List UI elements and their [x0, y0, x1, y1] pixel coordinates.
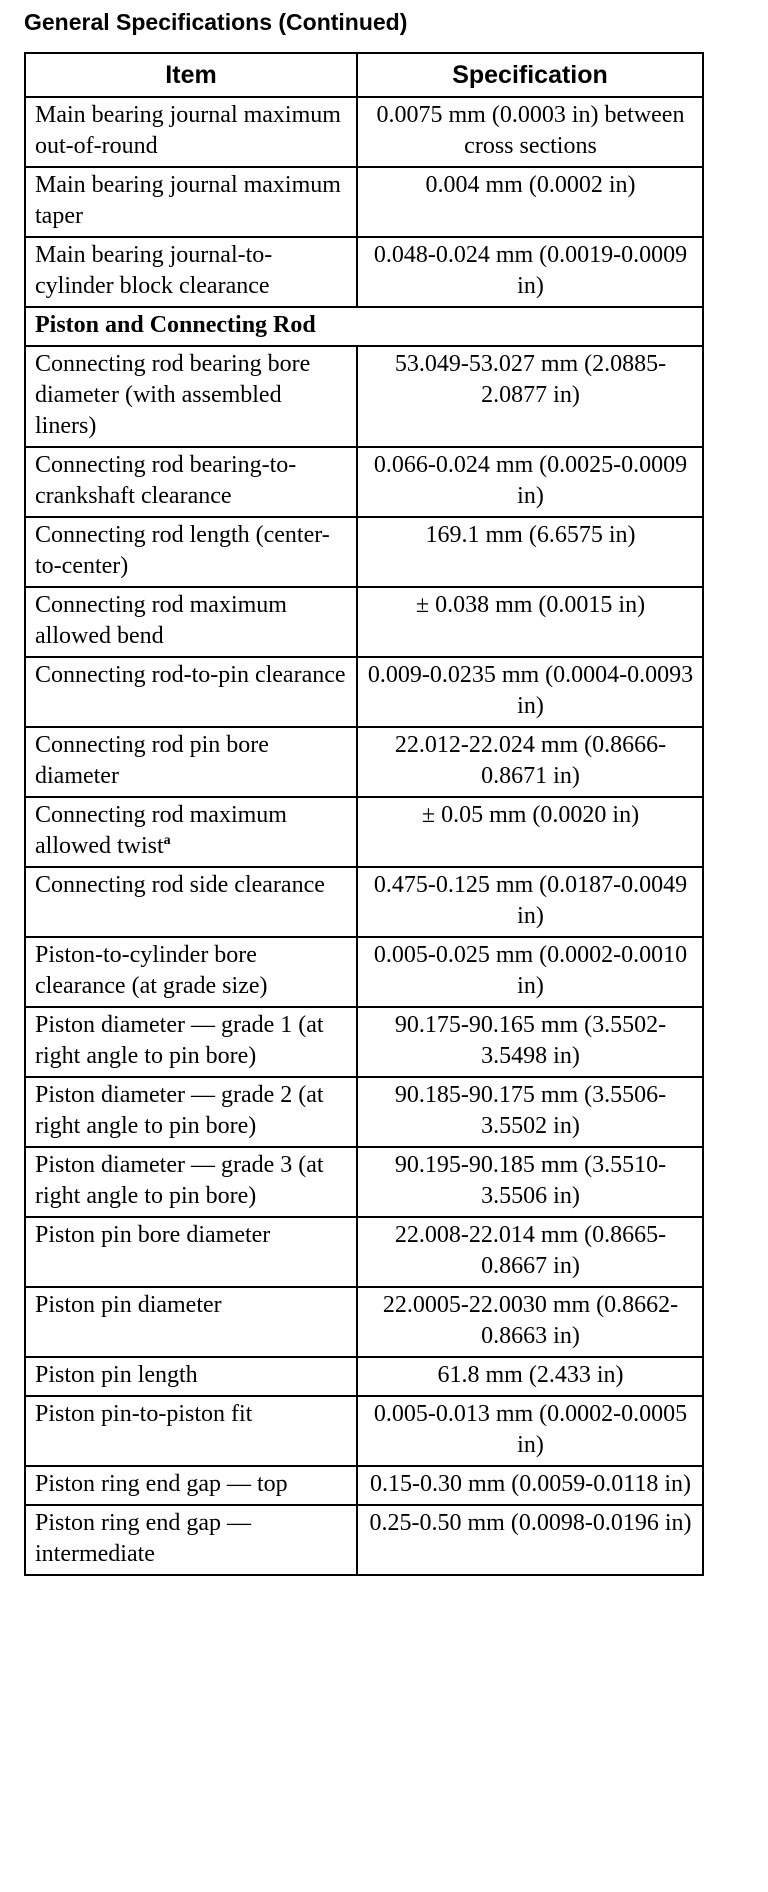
table-row [25, 447, 703, 517]
table-body [25, 97, 703, 1575]
specification-cell: 90.195-90.185 mm (3.5510-3.5506 in) [357, 1147, 703, 1217]
item-text: Piston diameter — grade 3 (at right angle to pin bore) [35, 1152, 324, 1209]
item-cell [25, 657, 357, 727]
specification-cell: ± 0.05 mm (0.0020 in) [357, 797, 703, 867]
specification-cell: 0.005-0.025 mm (0.0002-0.0010 in) [357, 937, 703, 1007]
specification-cell: ± 0.038 mm (0.0015 in) [357, 587, 703, 657]
item-cell [25, 1505, 357, 1575]
item-text: Main bearing journal maximum taper [35, 172, 341, 229]
table-row [25, 657, 703, 727]
specification-cell: 53.049-53.027 mm (2.0885-2.0877 in) [357, 346, 703, 447]
item-cell [25, 1287, 357, 1357]
specification-cell: 22.0005-22.0030 mm (0.8662-0.8663 in) [357, 1287, 703, 1357]
table-row [25, 797, 703, 867]
table-row [25, 1466, 703, 1505]
table-row [25, 237, 703, 307]
table-row [25, 1077, 703, 1147]
item-text: Piston-to-cylinder bore clearance (at grade size) [35, 942, 268, 999]
item-cell [25, 727, 357, 797]
table-row [25, 1007, 703, 1077]
section-header-row [25, 307, 703, 346]
table-row [25, 867, 703, 937]
item-text: Piston diameter — grade 1 (at right angle to pin bore) [35, 1012, 324, 1069]
item-cell [25, 517, 357, 587]
specification-cell: 0.475-0.125 mm (0.0187-0.0049 in) [357, 867, 703, 937]
item-cell [25, 167, 357, 237]
column-header-specification: Specification [357, 53, 703, 97]
item-text: Connecting rod maximum allowed bend [35, 592, 287, 649]
item-cell [25, 1357, 357, 1396]
item-text: Connecting rod bearing bore diameter (with assembled liners) [35, 351, 311, 439]
item-cell [25, 447, 357, 517]
item-text: Connecting rod-to-pin clearance [35, 662, 346, 688]
item-cell [25, 1147, 357, 1217]
table-header-row [25, 53, 703, 97]
item-cell [25, 867, 357, 937]
item-text: Connecting rod pin bore diameter [35, 732, 269, 789]
table-row [25, 587, 703, 657]
item-text: Piston pin bore diameter [35, 1222, 271, 1248]
item-text: Piston pin diameter [35, 1292, 222, 1318]
item-cell [25, 1396, 357, 1466]
table-row [25, 346, 703, 447]
specification-cell: 169.1 mm (6.6575 in) [357, 517, 703, 587]
item-text: Piston ring end gap — intermediate [35, 1510, 251, 1567]
specification-cell: 0.066-0.024 mm (0.0025-0.0009 in) [357, 447, 703, 517]
table-row [25, 727, 703, 797]
specification-cell: 0.25-0.50 mm (0.0098-0.0196 in) [357, 1505, 703, 1575]
table-row [25, 517, 703, 587]
item-text: Piston ring end gap — top [35, 1471, 288, 1497]
table-row [25, 1505, 703, 1575]
specification-cell: 22.008-22.014 mm (0.8665-0.8667 in) [357, 1217, 703, 1287]
table-row [25, 97, 703, 167]
specification-cell: 90.185-90.175 mm (3.5506-3.5502 in) [357, 1077, 703, 1147]
specification-cell: 0.0075 mm (0.0003 in) between cross sections [357, 97, 703, 167]
item-cell [25, 1007, 357, 1077]
specification-cell: 0.009-0.0235 mm (0.0004-0.0093 in) [357, 657, 703, 727]
item-text: Piston diameter — grade 2 (at right angle to pin bore) [35, 1082, 324, 1139]
item-text: Main bearing journal-to-cylinder block clearance [35, 242, 273, 299]
specification-cell: 22.012-22.024 mm (0.8666-0.8671 in) [357, 727, 703, 797]
footnote-marker: a [163, 833, 171, 848]
item-cell [25, 97, 357, 167]
table-row [25, 1217, 703, 1287]
table-row [25, 1147, 703, 1217]
page-title: General Specifications (Continued) [24, 9, 408, 35]
specification-cell: 61.8 mm (2.433 in) [357, 1357, 703, 1396]
item-text: Connecting rod bearing-to-crankshaft clearance [35, 452, 297, 509]
item-text: Connecting rod length (center-to-center) [35, 522, 330, 579]
table-row [25, 937, 703, 1007]
specification-cell: 90.175-90.165 mm (3.5502-3.5498 in) [357, 1007, 703, 1077]
table-row [25, 1396, 703, 1466]
table-row [25, 1357, 703, 1396]
item-text: Connecting rod maximum allowed twist [35, 802, 287, 859]
item-cell [25, 346, 357, 447]
item-cell [25, 797, 357, 867]
specification-cell: 0.048-0.024 mm (0.0019-0.0009 in) [357, 237, 703, 307]
item-cell [25, 237, 357, 307]
table-row [25, 167, 703, 237]
specifications-table [24, 52, 704, 1576]
table-row [25, 1287, 703, 1357]
item-text: Piston pin-to-piston fit [35, 1401, 253, 1427]
item-cell [25, 937, 357, 1007]
specification-cell: 0.15-0.30 mm (0.0059-0.0118 in) [357, 1466, 703, 1505]
item-cell [25, 587, 357, 657]
item-cell [25, 1077, 357, 1147]
item-text: Connecting rod side clearance [35, 872, 325, 898]
section-title: Piston and Connecting Rod [25, 307, 703, 346]
specification-cell: 0.005-0.013 mm (0.0002-0.0005 in) [357, 1396, 703, 1466]
item-cell [25, 1217, 357, 1287]
item-cell [25, 1466, 357, 1505]
item-text: Piston pin length [35, 1362, 198, 1388]
item-text: Main bearing journal maximum out-of-round [35, 102, 341, 159]
column-header-item: Item [25, 53, 357, 97]
specification-cell: 0.004 mm (0.0002 in) [357, 167, 703, 237]
